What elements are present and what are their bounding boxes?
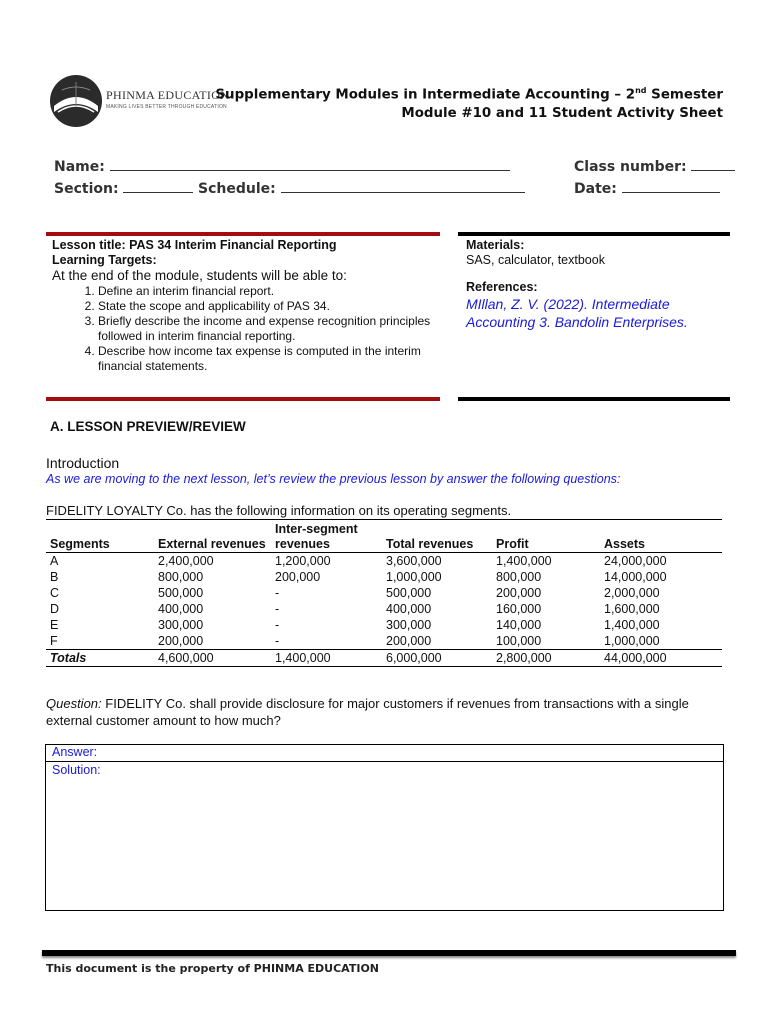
table-cell: 160,000 <box>496 602 542 616</box>
column-header: Inter-segment revenues <box>275 522 358 551</box>
table-cell: 14,000,000 <box>604 570 667 584</box>
class-number-blank[interactable] <box>691 156 735 171</box>
lesson-panel <box>52 238 437 374</box>
table-cell: A <box>50 554 59 568</box>
references-label: References: <box>466 280 538 294</box>
section-blank[interactable] <box>123 178 193 193</box>
totals-row <box>46 650 722 667</box>
date-field <box>574 178 720 197</box>
logo-name: PHINMA EDUCATION <box>106 88 230 102</box>
table-cell: 44,000,000 <box>600 650 722 667</box>
introduction-label: Introduction <box>46 455 120 471</box>
table-cell: 200,000 <box>158 634 204 648</box>
answer-box[interactable] <box>45 744 724 911</box>
page-subtitle: Module #10 and 11 Student Activity Sheet <box>401 106 723 121</box>
table-cell: 2,000,000 <box>604 586 660 600</box>
table-row <box>46 569 722 585</box>
page-title: Supplementary Modules in Intermediate Accounting – 2nd Semester <box>215 86 723 103</box>
answer-label: Answer: <box>52 745 98 759</box>
targets-list <box>52 284 437 374</box>
table-cell: 1,000,000 <box>386 570 442 584</box>
question-text <box>46 695 726 729</box>
table-cell: - <box>275 634 280 648</box>
globe-book-icon <box>48 72 104 130</box>
bottom-black-bar <box>458 397 730 401</box>
targets-intro: At the end of the module, students will be able to: <box>52 268 347 283</box>
question-label: Question: <box>46 696 102 711</box>
logo-tagline: MAKING LIVES BETTER THROUGH EDUCATION <box>106 104 227 110</box>
name-label: Name: <box>54 159 105 175</box>
table-cell: - <box>275 586 280 600</box>
table-cell: 1,000,000 <box>604 634 660 648</box>
table-cell: 2,400,000 <box>158 554 214 568</box>
table-cell: 140,000 <box>496 618 542 632</box>
table-cell: E <box>50 618 59 632</box>
reference-text: MIllan, Z. V. (2022). Intermediate Accounting 3. Bandolin Enterprises. <box>466 296 688 330</box>
table-cell: - <box>275 618 280 632</box>
table-cell: 500,000 <box>158 586 204 600</box>
table-cell: 1,400,000 <box>271 650 382 667</box>
schedule-label: Schedule: <box>198 181 276 197</box>
target-item: 4. Describe how income tax expense is computed in the interim financial statements. <box>98 344 437 374</box>
materials-label: Materials: <box>466 238 525 252</box>
solution-label: Solution: <box>52 763 101 777</box>
schedule-field <box>198 178 525 197</box>
table-cell: F <box>50 634 58 648</box>
column-header: Total revenues <box>386 537 474 551</box>
table-cell: 3,600,000 <box>386 554 442 568</box>
table-cell: 24,000,000 <box>604 554 667 568</box>
table-cell: 300,000 <box>386 618 432 632</box>
table-row <box>46 585 722 601</box>
table-cell: 800,000 <box>158 570 204 584</box>
table-cell: C <box>50 586 60 600</box>
column-header: Segments <box>50 537 110 551</box>
table-row <box>46 633 722 650</box>
table-cell: 100,000 <box>496 634 542 648</box>
table-cell: 400,000 <box>386 602 432 616</box>
top-red-bar <box>46 232 440 236</box>
table-cell: D <box>50 602 60 616</box>
target-item: 3. Briefly describe the income and expense recognition principles followed in interim financial reporting. <box>98 314 437 344</box>
schedule-blank[interactable] <box>281 178 525 193</box>
name-field <box>54 156 510 175</box>
table-cell: 800,000 <box>496 570 542 584</box>
date-blank[interactable] <box>622 178 720 193</box>
footer-text: This document is the property of PHINMA EDUCATION <box>46 962 379 975</box>
table-cell: 300,000 <box>158 618 204 632</box>
company-text: FIDELITY LOYALTY Co. has the following information on its operating segments. <box>46 503 512 518</box>
target-item: 1. Define an interim financial report. <box>98 284 437 299</box>
introduction-text: As we are moving to the next lesson, let’s review the previous lesson by answer the following questions: <box>46 472 621 486</box>
table-cell: 6,000,000 <box>382 650 492 667</box>
section-field <box>54 178 193 197</box>
table-cell: B <box>50 570 59 584</box>
column-header: External revenues <box>158 537 266 551</box>
bottom-red-bar <box>46 397 440 401</box>
table-row <box>46 601 722 617</box>
class-number-field <box>574 156 735 175</box>
table-cell: Totals <box>46 650 154 667</box>
table-cell: 1,400,000 <box>496 554 552 568</box>
table-cell: 1,400,000 <box>604 618 660 632</box>
answer-divider <box>45 761 724 762</box>
table-cell: 500,000 <box>386 586 432 600</box>
table-cell: 1,600,000 <box>604 602 660 616</box>
table-cell: 200,000 <box>275 570 321 584</box>
table-cell: - <box>275 602 280 616</box>
column-header: Profit <box>496 537 529 551</box>
column-header: Assets <box>604 537 645 551</box>
table-cell: 2,800,000 <box>492 650 600 667</box>
table-header-row <box>46 520 722 553</box>
section-a-heading: A. LESSON PREVIEW/REVIEW <box>50 419 246 434</box>
table-cell: 400,000 <box>158 602 204 616</box>
segments-table <box>46 519 722 667</box>
table-cell: 200,000 <box>386 634 432 648</box>
date-label: Date: <box>574 181 617 197</box>
table-cell: 200,000 <box>496 586 542 600</box>
table-cell: 1,200,000 <box>275 554 331 568</box>
name-blank[interactable] <box>110 156 510 171</box>
top-black-bar <box>458 232 730 236</box>
footer-bar <box>42 950 736 956</box>
materials-value: SAS, calculator, textbook <box>466 253 605 267</box>
materials-panel <box>466 238 736 331</box>
table-cell: 4,600,000 <box>154 650 271 667</box>
learning-targets-label: Learning Targets: <box>52 253 157 267</box>
class-number-label: Class number: <box>574 159 687 175</box>
question-body: FIDELITY Co. shall provide disclosure for major customers if revenues from transactions with a single external customer amount to how much? <box>46 696 689 728</box>
table-row <box>46 617 722 633</box>
table-row <box>46 553 722 570</box>
section-label: Section: <box>54 181 119 197</box>
lesson-title: Lesson title: PAS 34 Interim Financial Reporting <box>52 238 337 252</box>
target-item: 2. State the scope and applicability of PAS 34. <box>98 299 437 314</box>
